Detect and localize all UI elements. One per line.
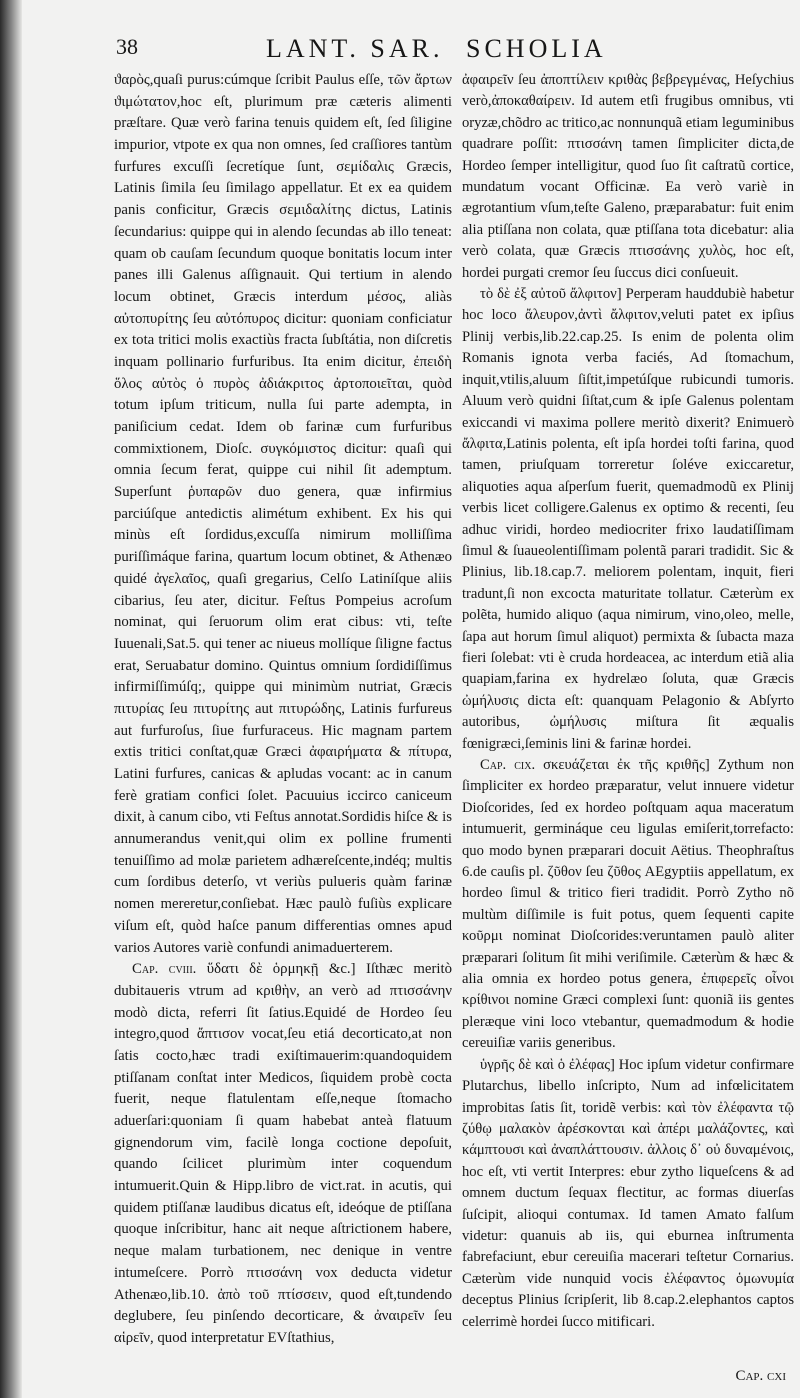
paragraph: τὸ δὲ ἐξ αὐτοῦ ἄλφιτον] Perperam hauddubiè habetur hoc loco ἄλευρον,ἀντὶ ἄλφιτον,veluti patet ex ipſius Plinij verbis,lib.22.cap.25. Is enim de polenta olim Romanis ignota verba faciés, Ad ſtomachum, inquit,vtilis,aluum ſiſtit,impetúſque rubicundi tumoris. Aluum verò quidni ſiſtat,cum & ipſe Galenus polentam exiccandi vi maxima pollere meritò dixerit? Enimuerò ἄλφιτα,Latinis polenta, eſt ipſa hordei toſti farina, quod tamen, priuſquam torreretur ſoléve exiccaretur, aliquoties aqua aſperſum fuerit, quemadmodũ ex Plinij verbis licet colligere.Galenus ex optimo & recenti, ſeu adhuc viridi, hordeo mediocriter frixo laudatiſſimam ſimul & ſuaueolentiſſimam polentã parari tradidit. Sic & Plinius, lib.18.cap.7. meliorem polentam, inquit, fieri tradunt,ſi non excocta maturitate tollatur. Cæterùm ex polẽta, humido aliquo (aqua nimirum, vino,oleo, melle, ſapa aut horum ſimul aliquot) permixta & ſubacta maza fieri ſolebat: vti è cruda hordeacea, ac interdum etiã alia quapiam,farina ex hydrelæo ſoluta, quæ Græcis ὠμήλυσις dicta eſt: quanquam Pelagonio & Abſyrto autoribus, ὠμήλυσις miſtura ſit æqualis fœnigræci,ſeminis lini & farinæ hordei. xyxy=(462,286,794,752)
running-title-right: SCHOLIA xyxy=(466,34,607,63)
chapter-cix xyxy=(462,755,794,1055)
chapter-heading: Cap. cviii. xyxy=(132,961,197,978)
paragraph: ὑγρῆς δὲ καὶ ὁ ἐλέφας] Hoc ipſum videtur confirmare Plutarchus, libello inſcripto, Num ad infœlicitatem improbitas ſatis ſit, toridẽ verbis: καὶ τὸν ἐλέφαντα τῷ ζύθῳ μαλακὸν ἀρέσκονται καὶ ἀπέρι μαλάζοντες, καὶ κάμπτουσι καὶ ἀναπλάττουσιν. ἀλλοις δ᾽ οὐ δυναμένοις, hoc eſt, vti vertit Interpres: ebur zytho liqueſcens & ad omnem ductum ſequax flectitur, ac formas diuerſas ſuſcipit, alioqui contumax. Id tamen Amato falſum videtur: quanuis ab iis, qui eburnea inſtrumenta fabrefaciunt, ebur cereuiſia macerari teſtetur Cornarius. Cæterùm vide nunquid vocis ἐλέφαντος ὁμωνυμία deceptus Plinius ſcripſerit, lib 8.cap.2.elephantos captos celerrimè hordei ſucco mitificari. xyxy=(462,1056,794,1330)
page-number: 38 xyxy=(116,34,138,59)
catchword: Cap. cxi xyxy=(735,1368,786,1384)
right-text-column xyxy=(462,70,794,1333)
book-spine-shadow xyxy=(0,0,22,1398)
running-title-left: LANT. SAR. xyxy=(266,34,444,63)
left-text-column xyxy=(114,70,452,1350)
chapter-text: σκευάζεται ἐκ τῆς κριθῆς] Zythum non ſimpliciter ex hordeo præparatur, velut innuere videtur Dioſcorides, ſed ex hordeo poſtquam aqua maceratum intumuerit, germináque ceu ligulas emiſerit,torrefacto: quo modo bynen præparari docuit Aëtius. Theophraſtus 6.de cauſis pl. ζῦθον ſeu ζῦθος AEgyptiis appellatum, ex hordeo ſimul & tritico fieri tradidit. Porrò Zytho nõ multùm diſſimile is fuit potus, quem ſequenti capite κοῦρμι nominat Dioſcorides:veruntamen paulò aliter præparari ſolitum ſit mihi veriſimile. Cæterùm & hæc & alia omnia ex hordeo potus genera, ἐπιφερεῖς οἶνοι κρίθινοι nomine Græci complexi ſunt: quoniã iis gentes pleræque vini loco vtebantur, quemadmodum & hodie cereuiſiæ variis generibus. xyxy=(462,757,794,1052)
chapter-text: ὕδατι δὲ ὁρμηκῇ &c.] Iſthæc meritò dubitaueris vtrum ad κριθὴν, an verò ad πτισσάνην modò dicta, referri ſit ſatius.Equidé de Hordeo ſeu integro,quod ἄπτισον vocat,ſeu etiá decorticato,at non ſatis coctо,hæc tradi exiſtimauerim:quandoquidem ptiſſanam conſtat inter Medicos, ſiquidem probè cocta fuerit, neque flatulentam eſſe,neque ſtomacho aduerſari:quoniam ſi quam habebat anteà flatuum gignendorum vim, facilè longa coctione depoſuit, quando ſcilicet plurimùm inter coquendum intumuerit.Quin & Hipp.libro de vict.rat. in acutis, qui quidem ptiſſanæ laudibus dicatus eſt, ideóque de ptiſſana quoque inſcribitur, hanc ait neque aſtrictionem habere, neque malam turbationem, nec denique in ventre intumeſcere. Porrò πτισσάνη vox deducta videtur Athenæo,lib.10. ἀπὸ τοῦ πτίσσειν, quod eſt,tundendo deglubere, ſeu pinſendo decorticare, & ἀναιρεῖν ſeu αἱρεῖν, quod interpretatur EVſtathius, xyxy=(114,961,452,1346)
paragraph: ἀφαιρεῖν ſeu ἀποπτίλειν κριθὰς βεβρεγμένας, Heſychius verò,ἀποκαθαίρειν. Id autem etſi frugibus omnibus, vti oryzæ,chõdro ac tritico,ac nonnunquã etiam leguminibus quadrare poſſit: πτισσάνη tamen ſimpliciter dicta,de Hordeo ſemper intelligitur, quod ſuo ſit caſtratũ cortice, mundatum vocant Officinæ. Ea verò variè in ægrotantium vſum,teſte Galeno, præparabatur: fuit enim alia ptiſſana non colata, quæ ptiſſana tota dicebatur: alia verò colata, quæ Græcis πτισσάνης χυλὸς, hoc eſt, hordei purgati cremor ſeu ſuccus dici conſueuit. xyxy=(462,72,794,281)
paragraph: ϑαρὸς,quaſi purus:cúmque ſcribit Paulus eſſe, τῶν ἄρτων ϑιμώτατον,hoc eſt, plurimum præ cæteris alimenti præſtare. Quæ verò farina tenuis quidem eſt, ſed ſiligine impurior, vtpote ex qua non omnes, ſed craſſiores tantùm furfures excuſſi ſecretíque ſunt, σεμίδαλις Græcis, Latinis ſimila ſeu ſimilago appellatur. Et ex ea quidem panis conficitur, Græcis σεμιδαλίτης dictus, Latinis ſecundarius: quippe qui in alendo ſecundas ab illo teneat: quam ob cauſam ſecundum quoque bonitatis locum inter panes illi Galenus aſſignauit. Qui tertium in alendo locum obtinet, Græcis interdum μέσος, aliàs αὐτοπυρίτης ſeu αὐτόπυρος dicitur: quoniam conficiatur ex tota tritici molis exactiùs fracta ſubſtátia, non diſcretis inquam pollinario furfuribus. Ita enim dicitur, ἐπειδὴ ὅλος αὐτὸς ὁ πυρὸς ἀδιάκριτος ἀρτοποιεῖται, quòd totum ipſum triticum, nulla ſui parte adempta, in paniſicium cedat. Idem ob farinæ cum furfuribus commixtionem, Dioſc. συγκόμιστος dicitur: quaſi qui omnia ſecum ferat, quippe cui nihil ſit ademptum. Superſunt ῥυπαρῶν duo genera, quæ infirmius parciúſque antedictis alimétum exhibent. Ex his qui minùs eſt ſordidus,excuſſa nimirum molliſſima puriſſimáque farina, quartum locum obtinet, & Athenæo quidé ἀγελαῖος, quaſi gregarius, Celſo Latiníſque aliis cibarius, ſeu ater, dicitur. Feſtus Pompeius acroſum nominat, qui ſeruorum olim erat cibus: vti, teſte Iuuenali,Sat.5. qui tener ac niueus mollíque ſiligne factus erat, Seruabatur domino. Quintus omnium ſordidiſſimus infirmiſſimúſq;, quippe qui minimùm nutriat, Græcis πιτυρίας ſeu πιτυρίτης aut πιτυρώδης, Latinis furfureus aut furfuroſus, ſiue furfuraceus. Hic magnam partem extis tritici conſtat,quæ Græci ἀφαιρήματα & πίτυρα, Latini furfures, canicas & apludas vocant: ac in canum ferè gratiam confici ſolet. Pacuuius iccirco caniceum dixit, à canum cibo, vti Feſtus annotat.Sordidis hiſce & is annumerandus venit,qui olim ex polline frumenti tenuiſſimo ad molæ parietem adhæreſcente,indéq; multis cum ſordibus deterſo, vt veriùs pulueris quàm farinæ nomen mereretur,conſiebat. Hæc paulò fuſiùs explicare viſum eſt, quòd haſce panum differentias omnes apud varios Autores variè confundi animaduerterem. xyxy=(114,72,452,956)
chapter-cviii xyxy=(114,959,452,1349)
running-header xyxy=(116,34,780,68)
chapter-heading: Cap. cix. xyxy=(480,757,536,773)
